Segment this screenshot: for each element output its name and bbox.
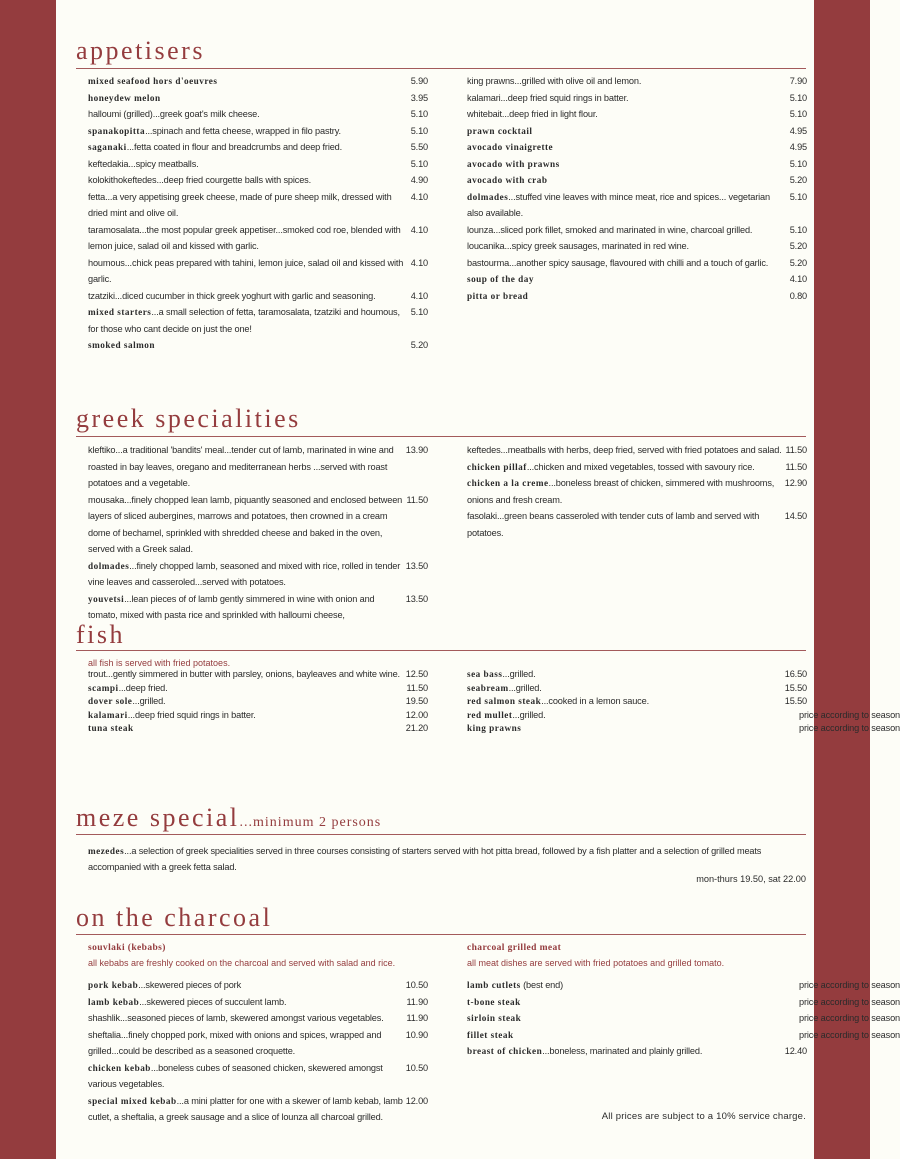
menu-item-price: 4.95 — [789, 125, 807, 136]
menu-item-name: sirloin steak — [467, 1013, 522, 1023]
menu-item-name: red salmon steak — [467, 696, 542, 706]
menu-item-price: 11.50 — [406, 494, 428, 505]
menu-item-description: trout...gently simmered in butter with parsley, onions, bayleaves and white wine. — [88, 669, 400, 679]
menu-item — [88, 1010, 428, 1027]
menu-item — [88, 492, 428, 558]
menu-item — [88, 1093, 428, 1126]
menu-item-description: ...a mini platter for one with a skewer of lamb kebab, lamb cutlet, a sheftalia, a greek sausage and a slice of lounza all charcoal grilled. — [88, 1095, 403, 1122]
menu-item-price: 4.10 — [410, 224, 428, 235]
menu-item — [88, 591, 428, 624]
specialities-left-column — [88, 442, 428, 624]
souvlaki-note: all kebabs are freshly cooked on the charcoal and served with salad and rice. — [88, 958, 396, 968]
menu-item-name: pitta or bread — [467, 290, 529, 301]
menu-item-name: scampi — [88, 682, 119, 693]
menu-item-name: honeydew melon — [88, 92, 161, 103]
menu-item-name: chicken pillaf — [467, 461, 527, 472]
menu-item-price: 19.50 — [405, 696, 428, 706]
menu-item-price: 10.50 — [405, 980, 428, 990]
menu-item-price: price according to season — [799, 980, 900, 990]
menu-item — [467, 1043, 807, 1060]
menu-item-price: price according to season — [799, 723, 900, 733]
menu-item-name: smoked salmon — [88, 340, 155, 350]
menu-item-price: 4.10 — [410, 191, 428, 202]
menu-item-name: king prawns — [467, 723, 522, 733]
menu-item — [88, 106, 428, 123]
menu-item-name: mixed seafood hors d'oeuvres — [88, 76, 218, 86]
menu-item-name: avocado vinaigrette — [467, 142, 554, 152]
menu-item-name: chicken a la creme — [467, 478, 549, 488]
menu-item-description: bastourma...another spicy sausage, flavoured with chilli and a touch of garlic. — [467, 257, 769, 268]
menu-item-name: soup of the day — [467, 274, 534, 284]
charcoal-left-column — [88, 977, 428, 1126]
menu-item-description: ...grilled. — [512, 709, 546, 720]
menu-item-price: 5.10 — [789, 109, 807, 119]
menu-item-price: 10.90 — [405, 1029, 428, 1040]
menu-item-description: ...deep fried. — [118, 682, 168, 693]
menu-item-price: 5.10 — [789, 224, 807, 235]
menu-item-name: avocado with prawns — [467, 158, 560, 169]
menu-item-name: seabream — [467, 682, 509, 693]
menu-item-description: ...fetta coated in flour and breadcrumbs and deep fried. — [126, 142, 343, 152]
menu-item-description: ...grilled. — [508, 682, 542, 693]
menu-item-price: 4.10 — [410, 257, 428, 268]
menu-item-name: tuna steak — [88, 723, 134, 733]
menu-item-price: 13.90 — [405, 445, 428, 455]
meze-item-name: mezedes — [88, 846, 125, 856]
menu-item — [88, 304, 428, 337]
menu-item-description: ...boneless, marinated and plainly grilled. — [542, 1046, 703, 1056]
menu-item-name: fillet steak — [467, 1029, 514, 1040]
appetisers-left-column — [88, 73, 428, 354]
menu-item-description: fasolaki...green beans casseroled with tender cuts of lamb and served with potatoes. — [467, 511, 760, 538]
menu-item — [88, 139, 428, 156]
specialities-right-column — [467, 442, 807, 541]
menu-item-description: ...boneless cubes of seasoned chicken, skewered amongst various vegetables. — [88, 1062, 383, 1089]
menu-item-price: 3.95 — [410, 92, 428, 103]
menu-item-price: 5.20 — [789, 257, 807, 268]
menu-item — [467, 709, 900, 723]
menu-item-name: t-bone steak — [467, 996, 521, 1007]
grilled-meat-note: all meat dishes are served with fried potatoes and grilled tomato. — [467, 958, 725, 968]
menu-item-price: 5.10 — [789, 158, 807, 169]
menu-page — [76, 0, 900, 1159]
menu-item-price: 11.90 — [406, 1013, 428, 1023]
menu-item-price: price according to season — [799, 996, 900, 1007]
menu-item-description: kolokithokeftedes...deep fried courgette balls with spices. — [88, 175, 312, 185]
menu-item-description: ...boneless breast of chicken, simmered with mushrooms, onions and fresh cream. — [467, 478, 775, 505]
menu-item-name: breast of chicken — [467, 1046, 543, 1056]
menu-item-description: ...finely chopped lamb, seasoned and mixed with rice, rolled in tender vine leaves and casseroled...served with potatoes. — [88, 560, 401, 587]
menu-item-price: 12.00 — [405, 709, 428, 720]
menu-item-description: ...cooked in a lemon sauce. — [541, 696, 649, 706]
menu-item-price: 16.50 — [784, 669, 807, 679]
menu-item-price: 13.50 — [405, 560, 428, 571]
section-title-fish: fish — [76, 620, 125, 649]
menu-item — [467, 238, 807, 255]
menu-item-price: 5.90 — [410, 76, 428, 86]
menu-item-name: prawn cocktail — [467, 125, 533, 136]
menu-item — [467, 1010, 900, 1027]
menu-item-description: tzatziki...diced cucumber in thick greek yoghurt with garlic and seasoning. — [88, 290, 376, 301]
meze-title: meze special — [76, 803, 240, 832]
section-title-appetisers: appetisers — [76, 36, 205, 65]
section-title-on-the-charcoal: on the charcoal — [76, 903, 273, 932]
menu-item — [467, 1027, 900, 1044]
menu-item-description: lounza...sliced pork fillet, smoked and marinated in wine, charcoal grilled. — [467, 224, 753, 235]
menu-item — [467, 459, 807, 476]
menu-item — [88, 255, 428, 288]
section-title-meze-special — [76, 805, 381, 831]
menu-item-description: houmous...chick peas prepared with tahini, lemon juice, salad oil and kissed with garlic. — [88, 257, 404, 284]
menu-item-description: keftedakia...spicy meatballs. — [88, 158, 199, 169]
menu-item-name: lamb cutlets — [467, 980, 521, 990]
menu-item-price: 5.10 — [789, 92, 807, 103]
menu-item-price: 5.10 — [410, 109, 428, 119]
menu-item-description: ...grilled. — [502, 669, 536, 679]
menu-item-name: chicken kebab — [88, 1062, 151, 1073]
menu-item-price: 5.20 — [789, 175, 807, 185]
menu-item — [467, 189, 807, 222]
menu-item — [88, 156, 428, 173]
menu-item — [467, 139, 807, 156]
menu-item-description: sheftalia...finely chopped pork, mixed with onions and spices, wrapped and grilled...could be described as a seasoned croquette. — [88, 1029, 382, 1056]
menu-item — [467, 90, 807, 107]
menu-item — [88, 172, 428, 189]
menu-item-description: ...chicken and mixed vegetables, tossed with savoury rice. — [526, 461, 755, 472]
menu-item — [88, 288, 428, 305]
menu-item — [88, 994, 428, 1011]
menu-item-price: 5.20 — [789, 241, 807, 251]
menu-item-description: kleftiko...a traditional 'bandits' meal...tender cut of lamb, marinated in wine and roasted in bay leaves, oregano and mediterranean herbs ...served with roast potatoes and a vegetable. — [88, 445, 394, 488]
fish-note: all fish is served with fried potatoes. — [88, 658, 231, 668]
menu-item — [467, 475, 807, 508]
menu-item-price: 12.00 — [405, 1095, 428, 1106]
souvlaki-heading: souvlaki (kebabs) — [88, 943, 166, 953]
menu-item — [467, 156, 807, 173]
section-divider — [76, 834, 806, 835]
menu-item — [467, 682, 807, 696]
menu-item — [467, 123, 807, 140]
menu-item — [88, 73, 428, 90]
menu-item-price: 5.10 — [410, 158, 428, 169]
menu-item — [467, 255, 807, 272]
menu-item-price: 4.90 — [410, 175, 428, 185]
menu-item-name: mixed starters — [88, 307, 152, 317]
menu-item — [88, 682, 428, 696]
section-divider — [76, 68, 806, 69]
menu-item-price: 12.50 — [405, 669, 428, 679]
menu-item-description: loucanika...spicy greek sausages, marinated in red wine. — [467, 241, 689, 251]
section-divider — [76, 650, 806, 651]
meze-item-desc: ...a selection of greek specialities served in three courses consisting of starters served with hot pitta bread, followed by a fish platter and a selection of grilled meats accompanied with a greek fetta salad. — [88, 846, 762, 872]
menu-item-price: price according to season — [799, 1029, 900, 1040]
menu-item-description: halloumi (grilled)...greek goat's milk cheese. — [88, 109, 260, 119]
menu-item-price: 21.20 — [405, 723, 428, 733]
menu-item-name: kalamari — [88, 709, 128, 720]
meze-price: mon-thurs 19.50, sat 22.00 — [696, 874, 806, 884]
section-title-greek-specialities: greek specialities — [76, 404, 301, 433]
menu-item — [467, 722, 900, 736]
menu-item — [467, 288, 807, 305]
menu-item-price: 5.20 — [410, 340, 428, 350]
menu-item-price: 11.90 — [406, 996, 428, 1007]
fish-left-column — [88, 668, 428, 736]
menu-item-name: saganaki — [88, 142, 127, 152]
menu-item — [88, 189, 428, 222]
meze-description — [88, 843, 806, 875]
menu-item — [467, 271, 807, 288]
menu-item — [88, 709, 428, 723]
menu-item-price: 11.50 — [785, 445, 807, 455]
section-divider — [76, 934, 806, 935]
menu-item-description: shashlik...seasoned pieces of lamb, skewered amongst various vegetables. — [88, 1013, 384, 1023]
menu-item-description: ...grilled. — [132, 696, 166, 706]
menu-item-price: 15.50 — [784, 682, 807, 693]
menu-item-price: 0.80 — [789, 290, 807, 301]
menu-item-price: 11.50 — [785, 461, 807, 472]
charcoal-right-column — [467, 977, 900, 1060]
menu-item-description: king prawns...grilled with olive oil and lemon. — [467, 76, 642, 86]
menu-item-description: ...stuffed vine leaves with mince meat, rice and spices... vegetarian also available. — [467, 191, 770, 218]
menu-item-description: keftedes...meatballs with herbs, deep fried, served with fried potatoes and salad. — [467, 445, 782, 455]
grilled-meat-heading: charcoal grilled meat — [467, 943, 562, 953]
menu-item-price: 7.90 — [789, 76, 807, 86]
menu-item — [467, 73, 807, 90]
menu-item — [88, 977, 428, 994]
menu-item — [88, 558, 428, 591]
menu-item — [467, 994, 900, 1011]
menu-item-price: 13.50 — [405, 593, 428, 604]
menu-item — [467, 977, 900, 994]
menu-item-description: kalamari...deep fried squid rings in batter. — [467, 92, 629, 103]
menu-item-name: spanakopitta — [88, 125, 146, 136]
menu-item-price: 11.50 — [406, 682, 428, 693]
menu-item-description: whitebait...deep fried in light flour. — [467, 109, 598, 119]
menu-item — [467, 442, 807, 459]
menu-item — [88, 1060, 428, 1093]
menu-item-name: special mixed kebab — [88, 1095, 177, 1106]
menu-item-name: dolmades — [88, 560, 130, 571]
menu-item-description: ...lean pieces of of lamb gently simmered in wine with onion and tomato, mixed with pasta rice and sprinkled with halloumi cheese, — [88, 593, 375, 620]
menu-item-description: ...skewered pieces of succulent lamb. — [139, 996, 287, 1007]
menu-item-price: 5.10 — [410, 125, 428, 136]
menu-item — [467, 172, 807, 189]
menu-item-description: ...a small selection of fetta, taramosalata, tzatziki and houmous, for those who cant decide on just the one! — [88, 307, 400, 334]
menu-item — [88, 695, 428, 709]
menu-item-description: (best end) — [520, 980, 563, 990]
menu-item-price: 5.10 — [789, 191, 807, 202]
menu-item-price: 4.10 — [410, 290, 428, 301]
menu-item-name: avocado with crab — [467, 175, 548, 185]
menu-item-name: lamb kebab — [88, 996, 140, 1007]
menu-item-name: dover sole — [88, 696, 133, 706]
menu-item-price: 15.50 — [784, 696, 807, 706]
menu-item-name: red mullet — [467, 709, 513, 720]
menu-item — [88, 222, 428, 255]
menu-item-price: 14.50 — [784, 511, 807, 521]
menu-item — [88, 442, 428, 492]
menu-item — [467, 668, 807, 682]
menu-item-price: 4.10 — [789, 274, 807, 284]
menu-item-name: dolmades — [467, 191, 509, 202]
menu-item-price: 4.95 — [789, 142, 807, 152]
menu-item — [467, 106, 807, 123]
menu-item-description: fetta...a very appetising greek cheese, made of pure sheep milk, dressed with dried mint and olive oil. — [88, 191, 392, 218]
menu-item — [88, 1027, 428, 1060]
menu-item-description: ...spinach and fetta cheese, wrapped in filo pastry. — [145, 125, 341, 136]
meze-subtitle: ...minimum 2 persons — [239, 815, 382, 830]
menu-item-description: mousaka...finely chopped lean lamb, piquantly seasoned and enclosed between layers of sliced aubergines, marrows and potatoes, then crowned in a cream dome of bechamel, sprinkled with shredded cheese and baked in the oven, served with a Greek salad. — [88, 494, 403, 554]
menu-item-price: price according to season — [799, 709, 900, 720]
menu-item-price: 5.10 — [410, 307, 428, 317]
menu-item-description: ...skewered pieces of pork — [138, 980, 242, 990]
section-divider — [76, 436, 806, 437]
menu-item-description: ...deep fried squid rings in batter. — [127, 709, 256, 720]
menu-item — [467, 695, 807, 709]
service-charge-note: All prices are subject to a 10% service charge. — [601, 1111, 806, 1122]
left-border-bar — [0, 0, 56, 1159]
menu-item-price: 12.90 — [784, 478, 807, 488]
menu-item — [88, 668, 428, 682]
appetisers-right-column — [467, 73, 807, 304]
fish-right-column — [467, 668, 900, 736]
menu-item-price: 10.50 — [405, 1062, 428, 1073]
menu-item-name: sea bass — [467, 669, 503, 679]
menu-item — [467, 508, 807, 541]
menu-item — [88, 123, 428, 140]
menu-item-name: pork kebab — [88, 980, 139, 990]
menu-item-price: price according to season — [799, 1013, 900, 1023]
menu-item-description: taramosalata...the most popular greek appetiser...smoked cod roe, blended with lemon juice, salad oil and kissed with garlic. — [88, 224, 401, 251]
menu-item — [88, 337, 428, 354]
menu-item-price: 5.50 — [410, 142, 428, 152]
menu-item-price: 12.40 — [784, 1046, 807, 1056]
menu-item — [88, 90, 428, 107]
menu-item — [88, 722, 428, 736]
menu-item-name: youvetsi — [88, 593, 125, 604]
menu-item — [467, 222, 807, 239]
